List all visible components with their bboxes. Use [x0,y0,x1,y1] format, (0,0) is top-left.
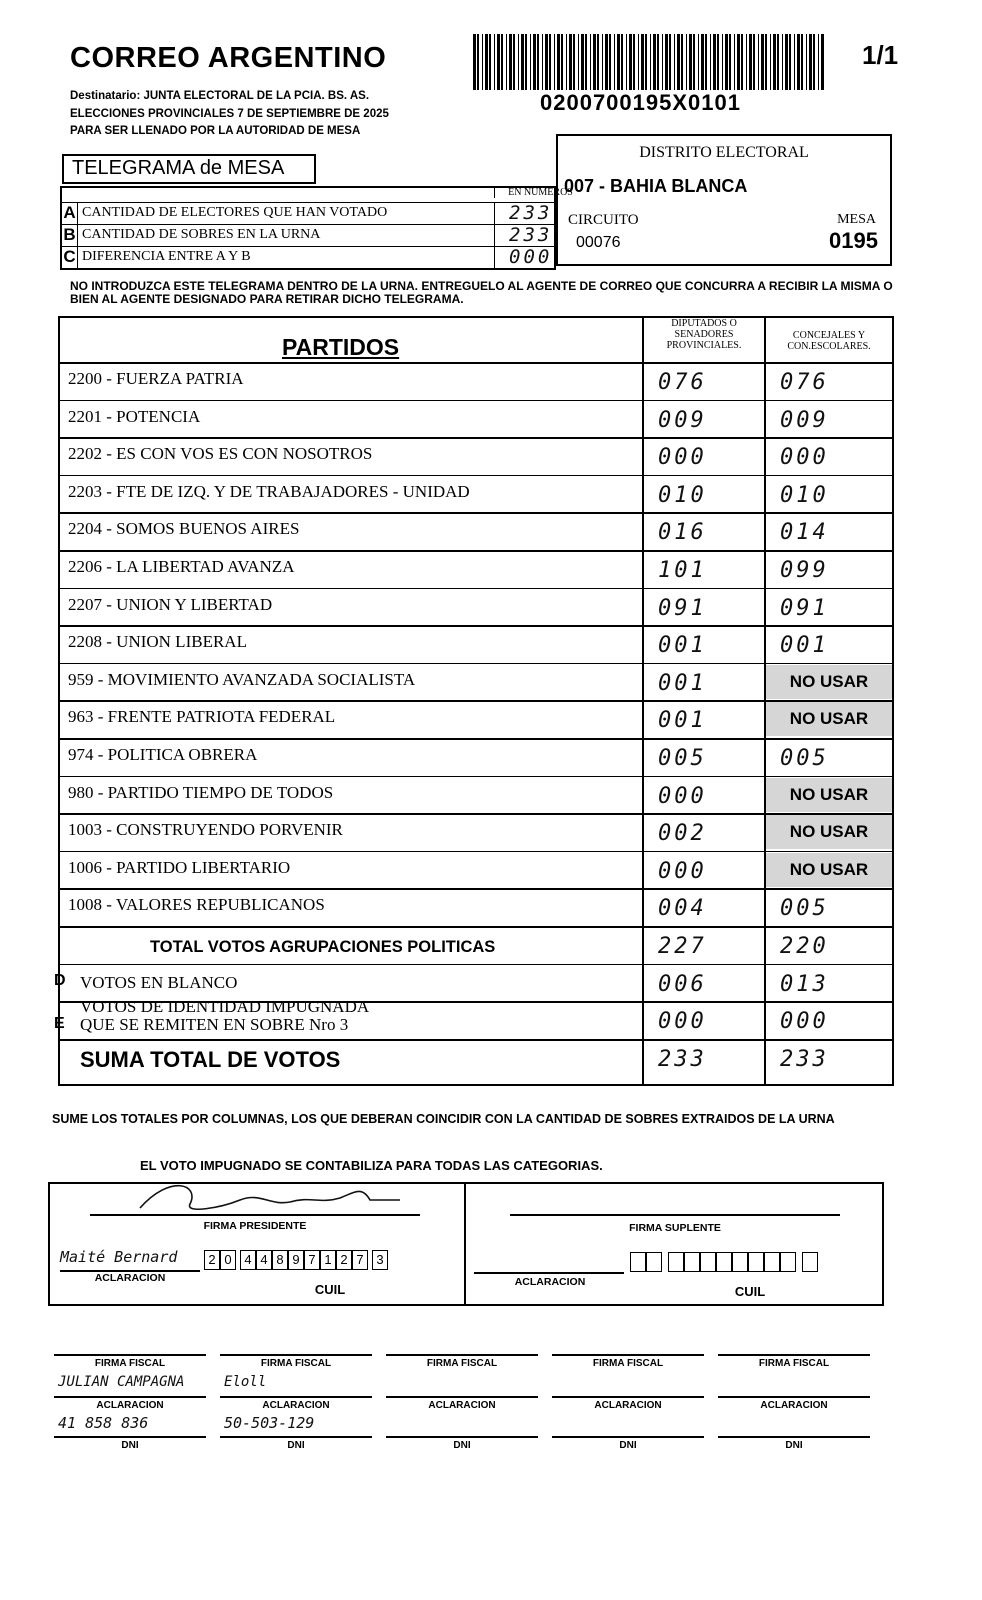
destinatario: Destinatario: JUNTA ELECTORAL DE LA PCIA. BS. AS. [70,90,370,102]
party-name: 2200 - FUERZA PATRIA [68,369,244,388]
fiscal-dni: 41 858 836 [58,1414,149,1432]
fiscal-name-line [718,1396,870,1398]
party-name: 1006 - PARTIDO LIBERTARIO [68,857,291,877]
abc-row [62,246,554,268]
cuil-digit: 2 [336,1250,352,1270]
party-name: 2207 - UNION Y LIBERTAD [68,594,273,614]
party-con-votes: 000 [780,445,829,471]
party-dip-votes: 000 [658,783,707,809]
cuil-label-suplente: CUIL [734,1284,766,1299]
sig-line-suplente [510,1214,840,1216]
fiscal-name-line [552,1396,704,1398]
cuil-digit-empty[interactable] [748,1252,764,1272]
impug-letter: E [54,1015,65,1033]
party-con-votes: 005 [780,746,829,771]
cuil-digit: 3 [372,1250,388,1270]
mesa-label: MESA [837,212,876,227]
barcode-number: 0200700195X0101 [540,90,741,115]
party-con-votes: 014 [780,520,829,546]
cuil-digit-empty[interactable] [646,1252,662,1272]
party-con-votes: 005 [780,896,829,922]
fiscal-sign-line [54,1354,206,1356]
party-dip-votes: 000 [658,445,707,471]
form-title-box [62,154,316,184]
fiscal-aclaracion-label: ACLARACION [428,1400,496,1411]
firma-fiscal-label: FIRMA FISCAL [426,1358,498,1369]
blanco-con: 013 [780,971,829,997]
no-usar-cell: NO USAR [766,815,892,849]
dip-header-l3: PROVINCIALES. [666,340,742,351]
president-cuil [204,1250,388,1270]
firma-fiscal-label: FIRMA FISCAL [94,1358,166,1369]
party-dip-votes: 005 [658,746,707,771]
fiscal-sign-line [718,1354,870,1356]
aclaracion-line-suplente [474,1272,624,1274]
row-divider [58,738,894,740]
dip-header-l2: SENADORES [674,329,734,340]
fiscal-dni-line [718,1436,870,1438]
dni-label: DNI [453,1440,471,1451]
aclaracion-label-suplente: ACLARACION [514,1276,586,1288]
abc-value: 233 [494,203,586,224]
cuil-digit: 1 [320,1250,336,1270]
suma-dip: 233 [658,1046,707,1072]
mesa-value: 0195 [829,228,878,253]
fiscal-aclaracion-label: ACLARACION [594,1400,662,1411]
party-name: 2206 - LA LIBERTAD AVANZA [68,557,295,576]
impug-con: 000 [780,1009,829,1035]
con-header-l2: CON.ESCOLARES. [787,341,871,352]
row-divider [58,888,894,890]
total-label: TOTAL VOTOS AGRUPACIONES POLITICAS [150,938,496,956]
page-number: 1/1 [862,40,899,70]
dni-label: DNI [785,1440,803,1451]
dip-header-l1: DIPUTADOS O [671,318,737,329]
fiscal-sign-line [552,1354,704,1356]
row-divider [58,362,894,364]
row-divider [58,1039,894,1041]
cuil-digit: 4 [240,1250,256,1270]
row-divider [58,437,894,439]
party-dip-votes: 001 [658,670,707,696]
numbers-header: EN NUMEROS [494,187,586,198]
abc-label: DIFERENCIA ENTRE A Y B [82,249,251,264]
firma-fiscal-label: FIRMA FISCAL [592,1358,664,1369]
sig-divider [464,1184,466,1304]
partidos-header: PARTIDOS [282,334,400,360]
abc-label: CANTIDAD DE SOBRES EN LA URNA [82,227,321,242]
firma-presidente-label: FIRMA PRESIDENTE [203,1220,307,1232]
abc-table [60,186,573,270]
party-dip-votes: 091 [658,595,707,621]
fiscal-dni-line [386,1436,538,1438]
circuito-value: 00076 [576,234,621,251]
fiscal-sign-line [386,1354,538,1356]
suma-con: 233 [780,1046,829,1072]
no-usar-cell: NO USAR [766,778,892,812]
cuil-digit-empty[interactable] [802,1252,818,1272]
fiscal-name-line [54,1396,206,1398]
row-divider [58,550,894,552]
party-name: 980 - PARTIDO TIEMPO DE TODOS [68,782,334,802]
abc-letter: B [62,225,78,246]
party-name: 2204 - SOMOS BUENOS AIRES [68,519,300,539]
party-con-votes: 001 [780,633,829,659]
party-name: 2201 - POTENCIA [68,406,201,426]
cuil-digit: 7 [304,1250,320,1270]
no-usar-cell: NO USAR [766,702,892,736]
fiscal-aclaracion-label: ACLARACION [262,1400,330,1411]
aclaracion-label: ACLARACION [94,1272,166,1284]
cuil-digit-empty[interactable] [684,1252,700,1272]
brand-title: CORREO ARGENTINO [70,42,387,74]
firma-suplente-label: FIRMA SUPLENTE [629,1222,721,1234]
abc-row [62,224,554,246]
fiscal-name: Eloll [224,1374,267,1390]
cuil-digit-empty[interactable] [630,1252,646,1272]
blanco-dip: 006 [658,971,707,997]
abc-letter: C [62,247,78,268]
no-usar-cell: NO USAR [766,665,892,699]
cuil-digit-empty[interactable] [700,1252,716,1272]
party-name: 2203 - FTE DE IZQ. Y DE TRABAJADORES - UNIDAD [68,481,470,501]
urn-notice: NO INTRODUZCA ESTE TELEGRAMA DENTRO DE LA URNA. ENTREGUELO AL AGENTE DE CORREO QUE CONCURRA A RECIBIR LA MISMA O BIEN AL AGENTE DESIGNADO PARA RETIRAR DICHO TELEGRAMA. [70,279,893,306]
party-dip-votes: 001 [658,708,707,734]
con-header [766,330,892,352]
fiscal-name: JULIAN CAMPAGNA [58,1374,185,1390]
party-dip-votes: 010 [658,482,707,508]
cuil-digit: 2 [204,1250,220,1270]
row-divider [58,512,894,514]
blanco-label: VOTOS EN BLANCO [80,972,238,992]
abc-row [62,202,554,224]
dip-header [644,318,764,351]
cuil-digit: 4 [256,1250,272,1270]
signature-box [48,1182,884,1306]
fiscal-dni-line [552,1436,704,1438]
columns-note: SUME LOS TOTALES POR COLUMNAS, LOS QUE DEBERAN COINCIDIR CON LA CANTIDAD DE SOBRES EXTRAIDOS DE LA URNA [52,1112,835,1126]
total-con: 220 [780,934,829,959]
fiscal-name-line [220,1396,372,1398]
party-dip-votes: 004 [658,896,707,922]
party-name: 1003 - CONSTRUYENDO PORVENIR [68,820,343,840]
sig-line [90,1214,420,1216]
row-divider [58,588,894,590]
impug-label-l2: QUE SE REMITEN EN SOBRE Nro 3 [80,1015,349,1035]
row-divider [58,400,894,402]
party-con-votes: 099 [780,558,829,583]
fiscal-sign-line [220,1354,372,1356]
abc-letter: A [62,203,78,224]
firma-fiscal-label: FIRMA FISCAL [260,1358,332,1369]
party-name: 2202 - ES CON VOS ES CON NOSOTROS [68,444,373,464]
fiscal-dni: 50-503-129 [224,1414,315,1432]
results-table [54,316,894,1086]
cuil-digit-empty[interactable] [764,1252,780,1272]
cuil-digit: 9 [288,1250,304,1270]
cuil-digit-empty[interactable] [732,1252,748,1272]
party-con-votes: 076 [780,370,829,395]
dni-label: DNI [121,1440,139,1451]
circuito-label: CIRCUITO [568,212,639,228]
party-name: 963 - FRENTE PATRIOTA FEDERAL [68,707,336,727]
no-usar-cell: NO USAR [766,853,892,887]
cuil-digit: 7 [352,1250,368,1270]
suplente-cuil [630,1252,818,1272]
party-con-votes: 010 [780,482,829,508]
party-dip-votes: 001 [658,633,707,659]
fiscal-name-line [386,1396,538,1398]
elecciones: ELECCIONES PROVINCIALES 7 DE SEPTIEMBRE DE 2025 [70,108,389,120]
abc-label: CANTIDAD DE ELECTORES QUE HAN VOTADO [82,205,388,220]
row-divider [58,926,894,928]
president-name: Maité Bernard [60,1248,178,1266]
blanco-letter: D [54,971,66,989]
district-title: DISTRITO ELECTORAL [639,144,809,161]
cuil-label: CUIL [314,1282,346,1297]
party-dip-votes: 101 [658,558,707,583]
party-dip-votes: 002 [658,821,707,847]
party-name: 974 - POLITICA OBRERA [68,745,258,764]
con-header-l1: CONCEJALES Y [792,330,866,341]
impug-label-l1: VOTOS DE IDENTIDAD IMPUGNADA [80,997,370,1017]
impugnado-note: EL VOTO IMPUGNADO SE CONTABILIZA PARA TODAS LAS CATEGORIAS. [140,1158,603,1173]
district-name: 007 - BAHIA BLANCA [564,176,748,196]
row-divider [58,475,894,477]
cuil-digit: 0 [220,1250,236,1270]
fiscal-dni-line [220,1436,372,1438]
party-name: 2208 - UNION LIBERAL [68,632,247,652]
barcode [473,34,827,90]
fiscal-dni-line [54,1436,206,1438]
party-dip-votes: 000 [658,858,707,884]
suma-label: SUMA TOTAL DE VOTOS [80,1046,341,1072]
party-name: 959 - MOVIMIENTO AVANZADA SOCIALISTA [68,669,416,689]
fiscal-aclaracion-label: ACLARACION [96,1400,164,1411]
abc-value: 233 [494,225,586,246]
row-divider [58,964,894,966]
cuil-digit: 8 [272,1250,288,1270]
district-box [556,134,892,266]
party-dip-votes: 016 [658,520,707,546]
party-name: 1008 - VALORES REPUBLICANOS [68,895,325,915]
row-divider [58,625,894,627]
form-title: TELEGRAMA de MESA [72,157,285,179]
impug-dip: 000 [658,1009,707,1035]
cuil-digit-empty[interactable] [668,1252,684,1272]
party-dip-votes: 009 [658,407,707,433]
party-con-votes: 009 [780,407,829,433]
abc-value: 000 [494,247,586,268]
total-dip: 227 [658,934,707,959]
dni-label: DNI [287,1440,305,1451]
dni-label: DNI [619,1440,637,1451]
firma-fiscal-label: FIRMA FISCAL [758,1358,830,1369]
cuil-digit-empty[interactable] [716,1252,732,1272]
party-con-votes: 091 [780,595,829,621]
party-dip-votes: 076 [658,370,707,395]
fiscal-aclaracion-label: ACLARACION [760,1400,828,1411]
cuil-digit-empty[interactable] [780,1252,796,1272]
autoridad-note: PARA SER LLENADO POR LA AUTORIDAD DE MESA [70,125,361,137]
